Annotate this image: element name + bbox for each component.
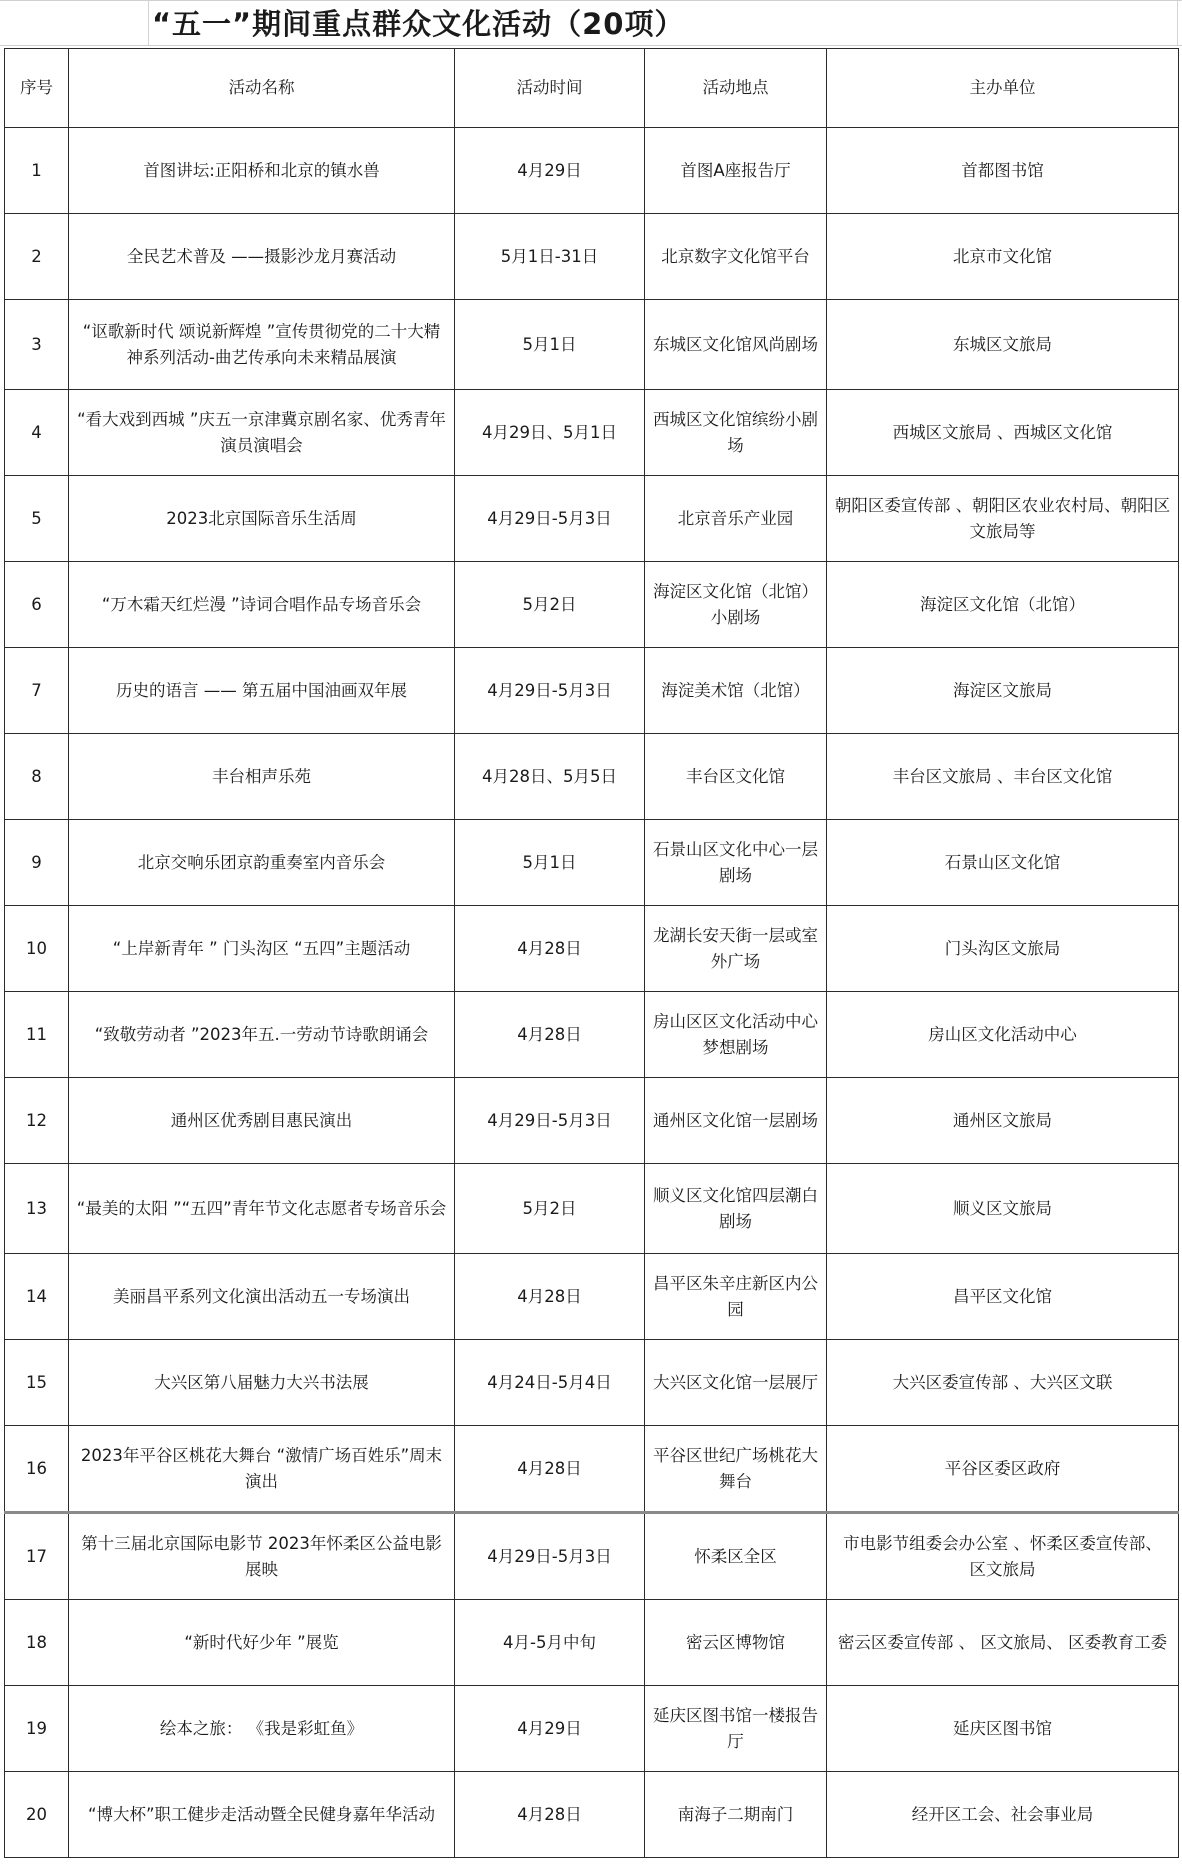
cell-place: 大兴区文化馆一层展厅 [645, 1340, 827, 1426]
table-row [5, 390, 1179, 476]
cell-host: 昌平区文化馆 [827, 1254, 1179, 1340]
cell-place: 首图A座报告厅 [645, 128, 827, 214]
cell-host: 朝阳区委宣传部 、朝阳区农业农村局、朝阳区文旅局等 [827, 476, 1179, 562]
cell-host: 房山区文化活动中心 [827, 992, 1179, 1078]
title-bar [0, 0, 1182, 46]
table-row [5, 476, 1179, 562]
cell-time: 4月29日-5月3日 [455, 476, 645, 562]
table-row [5, 906, 1179, 992]
cell-index: 20 [5, 1772, 69, 1858]
cell-host: 顺义区文旅局 [827, 1164, 1179, 1254]
cell-place: 平谷区世纪广场桃花大舞台 [645, 1426, 827, 1513]
cell-name: 丰台相声乐苑 [69, 734, 455, 820]
table-row [5, 128, 1179, 214]
cell-place: 通州区文化馆一层剧场 [645, 1078, 827, 1164]
table-row [5, 1772, 1179, 1858]
cell-place: 西城区文化馆缤纷小剧场 [645, 390, 827, 476]
cell-name: 大兴区第八届魅力大兴书法展 [69, 1340, 455, 1426]
cell-index: 17 [5, 1513, 69, 1600]
cell-time: 5月2日 [455, 562, 645, 648]
cell-host: 东城区文旅局 [827, 300, 1179, 390]
cell-name: 历史的语言 —— 第五届中国油画双年展 [69, 648, 455, 734]
title-bar-left-cell [0, 1, 149, 45]
table-row [5, 1513, 1179, 1600]
table-row [5, 820, 1179, 906]
cell-index: 7 [5, 648, 69, 734]
cell-name: 2023年平谷区桃花大舞台 “激情广场百姓乐”周末演出 [69, 1426, 455, 1513]
cell-name: “新时代好少年 ”展览 [69, 1600, 455, 1686]
table-row [5, 1686, 1179, 1772]
cell-index: 18 [5, 1600, 69, 1686]
cell-time: 4月29日 [455, 128, 645, 214]
cell-index: 14 [5, 1254, 69, 1340]
table-row [5, 300, 1179, 390]
cell-host: 平谷区委区政府 [827, 1426, 1179, 1513]
cell-host: 西城区文旅局 、西城区文化馆 [827, 390, 1179, 476]
header-host: 主办单位 [827, 49, 1179, 128]
cell-host: 丰台区文旅局 、丰台区文化馆 [827, 734, 1179, 820]
cell-index: 10 [5, 906, 69, 992]
title-bar-right-cell [1177, 1, 1182, 45]
cell-place: 北京数字文化馆平台 [645, 214, 827, 300]
cell-time: 4月29日-5月3日 [455, 1078, 645, 1164]
cell-name: “讴歌新时代 颂说新辉煌 ”宣传贯彻党的二十大精神系列活动-曲艺传承向未来精品展演 [69, 300, 455, 390]
header-place: 活动地点 [645, 49, 827, 128]
cell-host: 市电影节组委会办公室 、怀柔区委宣传部、 区文旅局 [827, 1513, 1179, 1600]
cell-name: “最美的太阳 ”“五四”青年节文化志愿者专场音乐会 [69, 1164, 455, 1254]
document-title: “五一”期间重点群众文化活动（20项） [152, 7, 685, 41]
table-row [5, 1078, 1179, 1164]
table-row [5, 1164, 1179, 1254]
table-row [5, 1340, 1179, 1426]
cell-name: 第十三届北京国际电影节 2023年怀柔区公益电影展映 [69, 1513, 455, 1600]
cell-time: 4月-5月中旬 [455, 1600, 645, 1686]
cell-place: 丰台区文化馆 [645, 734, 827, 820]
cell-place: 东城区文化馆风尚剧场 [645, 300, 827, 390]
cell-host: 通州区文旅局 [827, 1078, 1179, 1164]
cell-index: 12 [5, 1078, 69, 1164]
cell-place: 房山区区文化活动中心梦想剧场 [645, 992, 827, 1078]
table-row [5, 214, 1179, 300]
cell-host: 密云区委宣传部 、 区文旅局、 区委教育工委 [827, 1600, 1179, 1686]
cell-index: 15 [5, 1340, 69, 1426]
cell-place: 昌平区朱辛庄新区内公园 [645, 1254, 827, 1340]
cell-name: 全民艺术普及 ——摄影沙龙月赛活动 [69, 214, 455, 300]
cell-place: 怀柔区全区 [645, 1513, 827, 1600]
cell-time: 5月1日-31日 [455, 214, 645, 300]
cell-name: “看大戏到西城 ”庆五一京津冀京剧名家、优秀青年演员演唱会 [69, 390, 455, 476]
cell-host: 海淀区文旅局 [827, 648, 1179, 734]
cell-time: 4月29日-5月3日 [455, 648, 645, 734]
cell-time: 5月2日 [455, 1164, 645, 1254]
cell-time: 4月29日-5月3日 [455, 1513, 645, 1600]
cell-time: 5月1日 [455, 820, 645, 906]
cell-index: 6 [5, 562, 69, 648]
cell-time: 4月28日 [455, 1772, 645, 1858]
cell-place: 海淀区文化馆（北馆）小剧场 [645, 562, 827, 648]
table-row [5, 992, 1179, 1078]
cell-name: 通州区优秀剧目惠民演出 [69, 1078, 455, 1164]
cell-place: 南海子二期南门 [645, 1772, 827, 1858]
table-row [5, 1426, 1179, 1513]
cell-index: 8 [5, 734, 69, 820]
cell-host: 海淀区文化馆（北馆） [827, 562, 1179, 648]
header-name: 活动名称 [69, 49, 455, 128]
table-row [5, 734, 1179, 820]
cell-time: 4月29日、5月1日 [455, 390, 645, 476]
cell-name: “万木霜天红烂漫 ”诗词合唱作品专场音乐会 [69, 562, 455, 648]
cell-place: 海淀美术馆（北馆） [645, 648, 827, 734]
cell-index: 4 [5, 390, 69, 476]
cell-time: 4月28日 [455, 906, 645, 992]
cell-place: 龙湖长安天街一层或室外广场 [645, 906, 827, 992]
table-row [5, 648, 1179, 734]
table-row [5, 1600, 1179, 1686]
cell-place: 北京音乐产业园 [645, 476, 827, 562]
cell-place: 石景山区文化中心一层剧场 [645, 820, 827, 906]
cell-host: 首都图书馆 [827, 128, 1179, 214]
cell-host: 经开区工会、社会事业局 [827, 1772, 1179, 1858]
cell-host: 石景山区文化馆 [827, 820, 1179, 906]
cell-time: 4月28日 [455, 992, 645, 1078]
header-time: 活动时间 [455, 49, 645, 128]
cell-host: 北京市文化馆 [827, 214, 1179, 300]
cell-place: 延庆区图书馆一楼报告厅 [645, 1686, 827, 1772]
cell-name: 首图讲坛:正阳桥和北京的镇水兽 [69, 128, 455, 214]
cell-index: 11 [5, 992, 69, 1078]
cell-name: “上岸新青年 ” 门头沟区 “五四”主题活动 [69, 906, 455, 992]
cell-host: 延庆区图书馆 [827, 1686, 1179, 1772]
activities-table-wrapper [4, 48, 1178, 1858]
cell-name: 美丽昌平系列文化演出活动五一专场演出 [69, 1254, 455, 1340]
cell-time: 4月29日 [455, 1686, 645, 1772]
cell-index: 13 [5, 1164, 69, 1254]
header-index: 序号 [5, 49, 69, 128]
table-row [5, 1254, 1179, 1340]
cell-place: 密云区博物馆 [645, 1600, 827, 1686]
cell-host: 大兴区委宣传部 、大兴区文联 [827, 1340, 1179, 1426]
cell-name: 2023北京国际音乐生活周 [69, 476, 455, 562]
cell-place: 顺义区文化馆四层潮白剧场 [645, 1164, 827, 1254]
cell-time: 4月28日 [455, 1426, 645, 1513]
cell-index: 9 [5, 820, 69, 906]
cell-index: 5 [5, 476, 69, 562]
cell-host: 门头沟区文旅局 [827, 906, 1179, 992]
cell-name: 绘本之旅： 《我是彩虹鱼》 [69, 1686, 455, 1772]
table-header-row [5, 49, 1179, 128]
cell-index: 2 [5, 214, 69, 300]
table-row [5, 562, 1179, 648]
cell-time: 4月28日、5月5日 [455, 734, 645, 820]
activities-table [4, 48, 1179, 1858]
cell-time: 4月28日 [455, 1254, 645, 1340]
cell-index: 1 [5, 128, 69, 214]
cell-name: “博大杯”职工健步走活动暨全民健身嘉年华活动 [69, 1772, 455, 1858]
cell-index: 3 [5, 300, 69, 390]
cell-time: 4月24日-5月4日 [455, 1340, 645, 1426]
cell-index: 16 [5, 1426, 69, 1513]
cell-name: “致敬劳动者 ”2023年五.一劳动节诗歌朗诵会 [69, 992, 455, 1078]
cell-time: 5月1日 [455, 300, 645, 390]
cell-name: 北京交响乐团京韵重奏室内音乐会 [69, 820, 455, 906]
cell-index: 19 [5, 1686, 69, 1772]
